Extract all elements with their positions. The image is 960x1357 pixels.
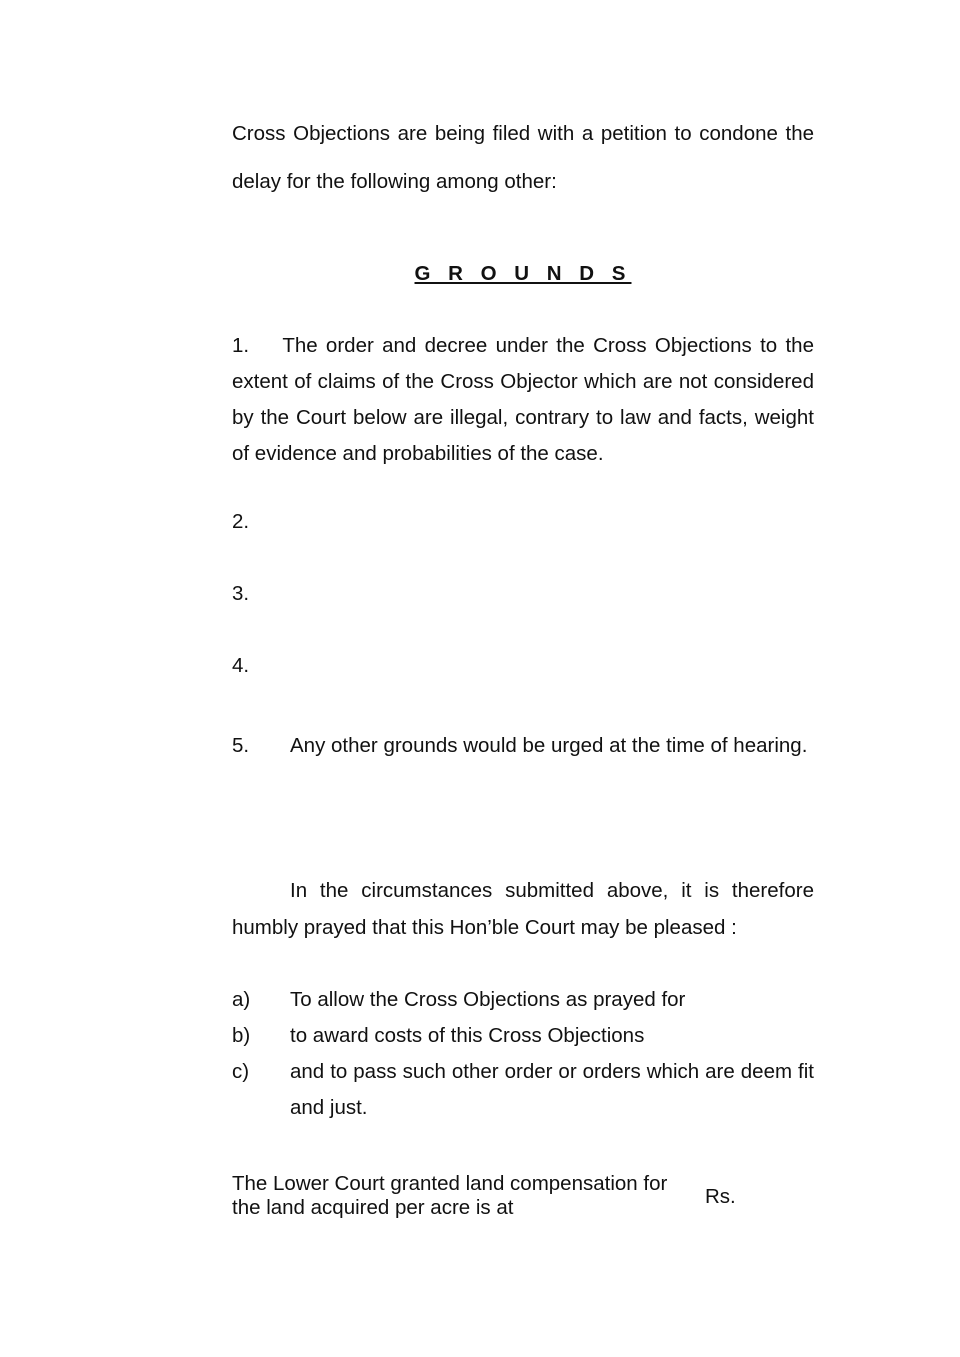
ground-1 — [232, 328, 814, 472]
ground-number: 2. — [232, 510, 250, 533]
ground-text: The order and decree under the Cross Objections to the extent of claims of the Cross Objector which are not considered by the Court below are illegal, contrary to law and facts, weight of evidence and probabilities of the case. — [232, 334, 814, 465]
ground-4 — [232, 654, 814, 678]
intro-paragraph: Cross Objections are being filed with a petition to condone the delay for the following among other: — [232, 122, 814, 193]
relief-text: to award costs of this Cross Objections — [290, 1024, 645, 1047]
relief-label: a) — [232, 988, 251, 1011]
ground-text: Any other grounds would be urged at the time of hearing. — [290, 734, 808, 757]
ground-3 — [232, 582, 814, 606]
ground-number: 3. — [232, 582, 250, 605]
relief-label: b) — [232, 1024, 251, 1047]
ground-number: 5. — [232, 734, 250, 757]
prayer-paragraph: In the circumstances submitted above, it is therefore humbly prayed that this Hon’ble Court may be pleased : — [232, 879, 814, 939]
relief-text: and to pass such other order or orders which are deem fit and just. — [290, 1060, 814, 1119]
ground-number: 4. — [232, 654, 250, 677]
compensation-currency: Rs. — [705, 1185, 736, 1208]
reliefs-list — [232, 982, 814, 1126]
relief-item — [232, 982, 814, 1018]
relief-label: c) — [232, 1060, 250, 1083]
relief-item — [232, 1018, 814, 1054]
relief-text: To allow the Cross Objections as prayed for — [290, 988, 686, 1011]
compensation-text: The Lower Court granted land compensation for the land acquired per acre is at — [232, 1172, 668, 1219]
compensation-row — [232, 1172, 814, 1220]
relief-item — [232, 1054, 814, 1126]
ground-2 — [232, 510, 814, 534]
grounds-heading-text: G R O U N D S — [414, 262, 632, 285]
ground-5 — [232, 728, 814, 764]
grounds-heading — [232, 262, 814, 286]
ground-number: 1. — [232, 334, 250, 357]
